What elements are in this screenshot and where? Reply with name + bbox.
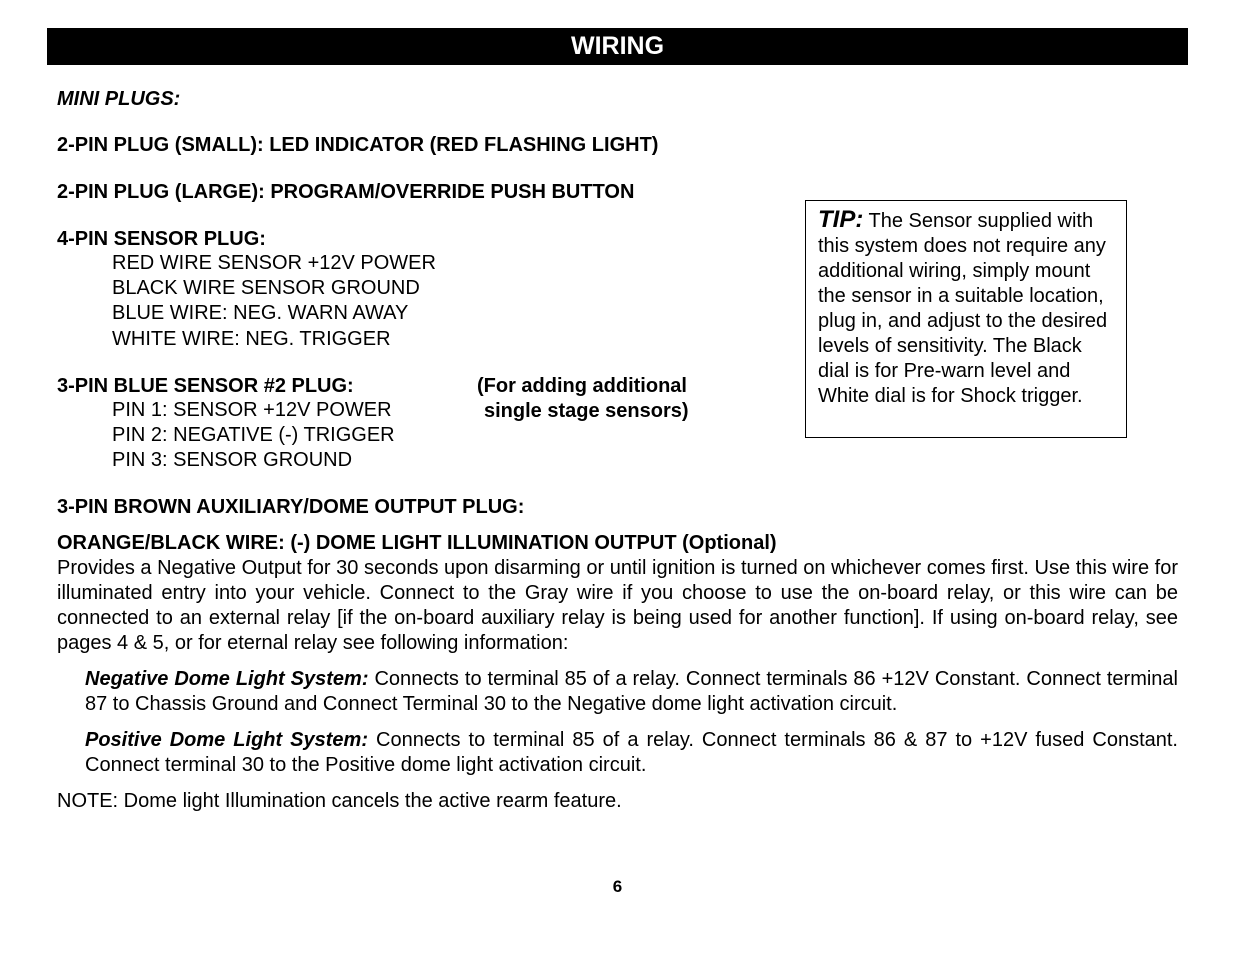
negative-dome-label: Negative Dome Light System: (85, 668, 369, 690)
tip-body: The Sensor supplied with this system does not require any additional wiring, simply mount the sensor in a suitable location, plug in, and adjust to the desired levels of sensitivity. The Black dial is for Pre-warn level and White dial is for Shock trigger. (818, 210, 1108, 407)
positive-dome-label: Positive Dome Light System: (85, 729, 368, 751)
sensor-3pin-line: PIN 1: SENSOR +12V POWER (112, 399, 392, 421)
positive-dome-body: Connects to terminal 85 of a relay. Connect terminals 86 & 87 to +12V fused Constant. Connect terminal 30 to the Positive dome light activation circuit. (85, 729, 1178, 776)
sensor-3pin-note: single stage sensors) (484, 400, 689, 422)
sensor-3pin-line: PIN 3: SENSOR GROUND (112, 449, 353, 471)
dome-light-note: NOTE: Dome light Illumination cancels the active rearm feature. (57, 790, 622, 812)
orange-black-body: Provides a Negative Output for 30 seconds upon disarming or until ignition is turned on whichever comes first. Use this wire for illuminated entry into your vehicle. Connect to the Gray wire if you choose to use the on-board relay, or this wire can be connected to an external relay [if the on-board auxiliary relay is being used for another function]. If using on-board relay, see pages 4 & 5, or for eternal relay see following information: (57, 557, 1178, 654)
sensor-3pin-blue-heading: 3-PIN BLUE SENSOR #2 PLUG: (57, 375, 354, 397)
mini-plugs-heading: MINI PLUGS: (57, 88, 181, 110)
orange-black-heading: ORANGE/BLACK WIRE: (-) DOME LIGHT ILLUMINATION OUTPUT (Optional) (57, 532, 777, 554)
positive-dome-paragraph (85, 728, 1178, 778)
negative-dome-paragraph (85, 667, 1178, 717)
page-number: 6 (612, 877, 623, 896)
sensor-4pin-line: BLUE WIRE: NEG. WARN AWAY (112, 302, 409, 324)
sensor-4pin-line: WHITE WIRE: NEG. TRIGGER (112, 328, 391, 350)
tip-box (805, 200, 1127, 438)
plug-2pin-small: 2-PIN PLUG (SMALL): LED INDICATOR (RED FLASHING LIGHT) (57, 134, 659, 156)
section-title-banner: WIRING (47, 28, 1188, 65)
negative-dome-body: Connects to terminal 85 of a relay. Connect terminals 86 +12V Constant. Connect terminal 87 to Chassis Ground and Connect Terminal 30 to the Negative dome light activation circuit. (85, 668, 1178, 715)
sensor-3pin-line: PIN 2: NEGATIVE (-) TRIGGER (112, 424, 395, 446)
sensor-3pin-note: (For adding additional (477, 375, 687, 397)
brown-plug-heading: 3-PIN BROWN AUXILIARY/DOME OUTPUT PLUG: (57, 496, 525, 518)
sensor-4pin-heading: 4-PIN SENSOR PLUG: (57, 228, 266, 250)
sensor-4pin-line: BLACK WIRE SENSOR GROUND (112, 277, 420, 299)
tip-label: TIP: (818, 206, 864, 233)
sensor-4pin-line: RED WIRE SENSOR +12V POWER (112, 252, 436, 274)
plug-2pin-large: 2-PIN PLUG (LARGE): PROGRAM/OVERRIDE PUSH BUTTON (57, 181, 635, 203)
